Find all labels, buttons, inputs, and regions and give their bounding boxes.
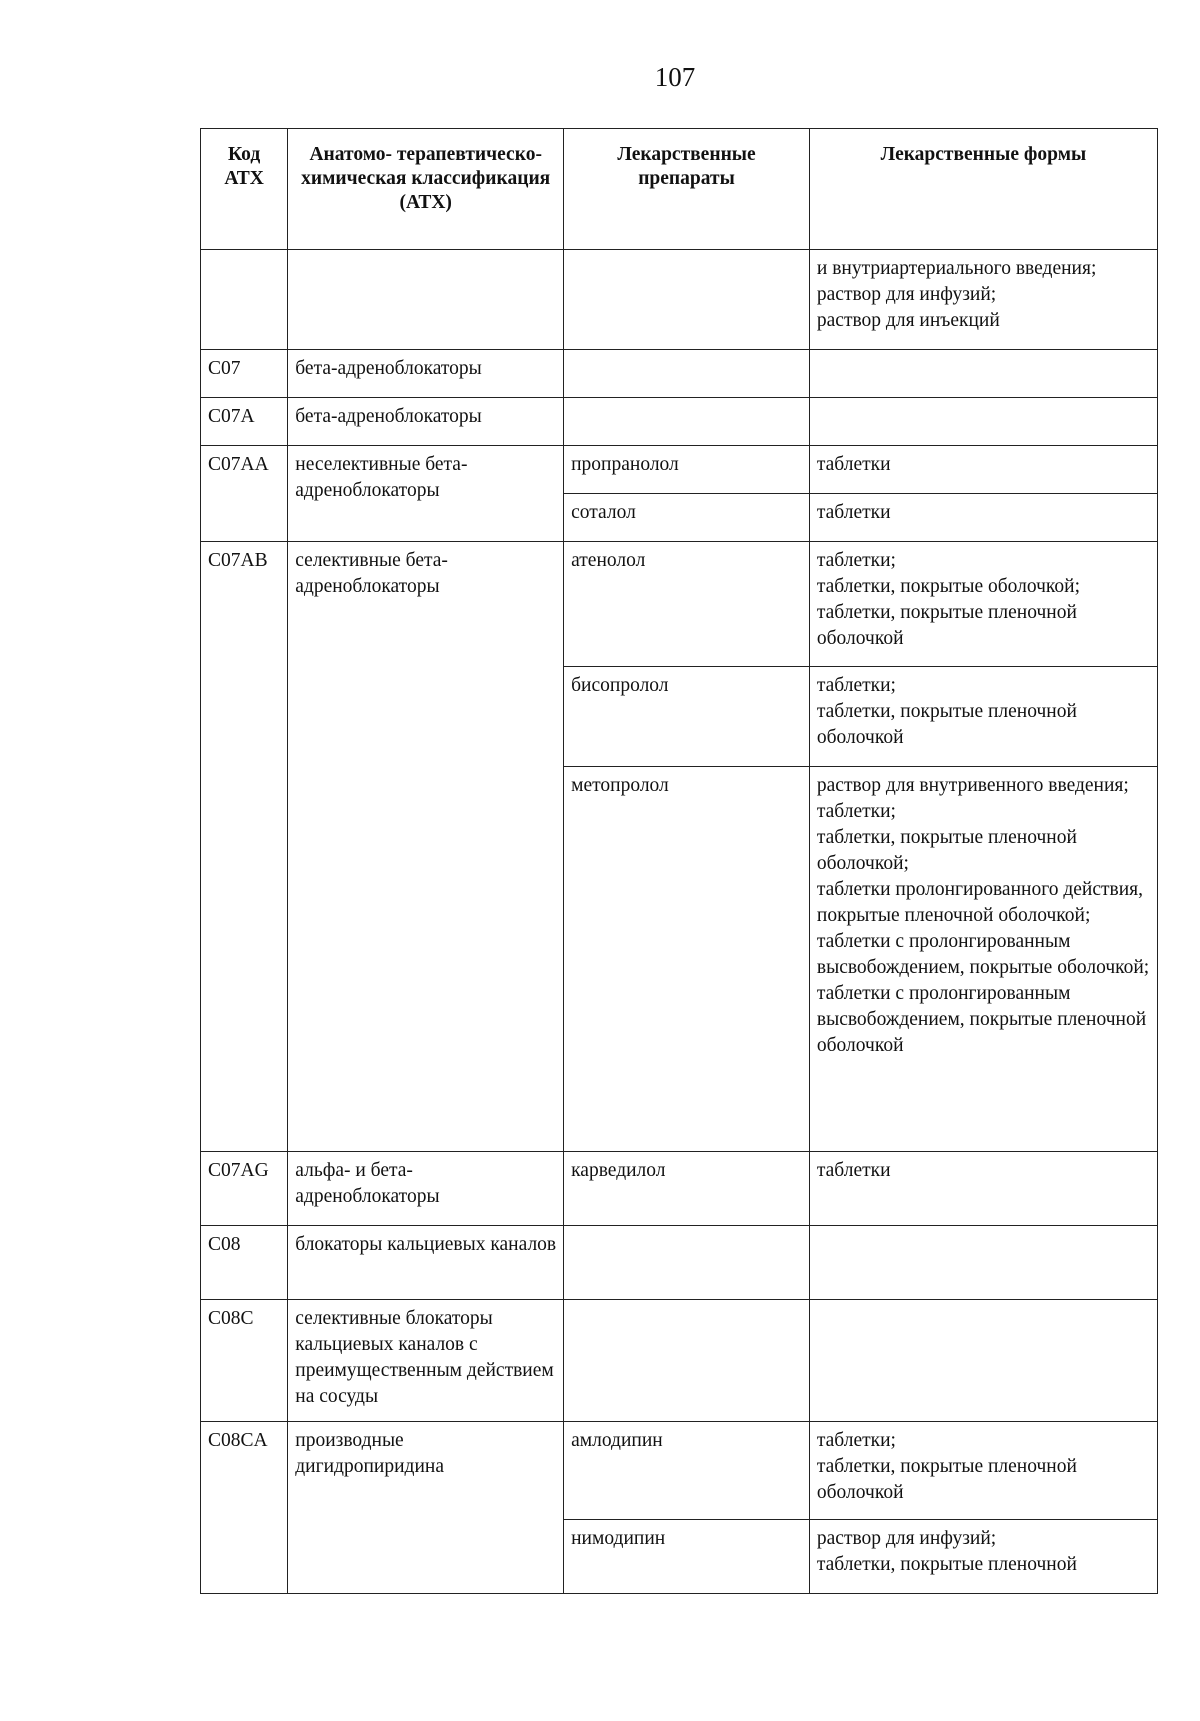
classification-cell: селективные бета-адреноблокаторы — [288, 542, 564, 1152]
drug-cell — [564, 398, 810, 446]
drug-cell — [564, 350, 810, 398]
table-row — [201, 1152, 1158, 1226]
drug-cell: амлодипин — [564, 1422, 810, 1520]
table-row — [201, 1422, 1158, 1520]
table-row — [201, 542, 1158, 667]
classification-cell: производные дигидропиридина — [288, 1422, 564, 1594]
code-cell — [201, 250, 288, 350]
table-row — [201, 1300, 1158, 1422]
forms-cell: таблетки; таблетки, покрытые оболочкой; таблетки, покрытые пленочной оболочкой — [809, 542, 1157, 667]
code-cell: C07AG — [201, 1152, 288, 1226]
atx-drug-table — [200, 128, 1158, 1594]
table-row — [201, 1226, 1158, 1300]
code-cell: C08CA — [201, 1422, 288, 1594]
table-row — [201, 446, 1158, 494]
table-row — [201, 398, 1158, 446]
classification-cell — [288, 250, 564, 350]
drug-cell: карведилол — [564, 1152, 810, 1226]
page-number: 107 — [654, 62, 696, 92]
drug-cell: бисопролол — [564, 667, 810, 767]
header-forms: Лекарственные формы — [809, 129, 1157, 250]
drug-cell: соталол — [564, 494, 810, 542]
forms-cell: таблетки — [809, 494, 1157, 542]
forms-cell — [809, 398, 1157, 446]
code-cell: C08C — [201, 1300, 288, 1422]
classification-cell: селективные блокаторы кальциевых каналов с преимущественным действием на сосуды — [288, 1300, 564, 1422]
drug-cell — [564, 250, 810, 350]
drug-cell: метопролол — [564, 767, 810, 1152]
forms-cell: раствор для внутривенного введения; таблетки; таблетки, покрытые пленочной оболочкой; таблетки пролонгированного действия, покрытые пленочной оболочкой; таблетки с пролонгированным высвобождением, покрытые оболочкой; таблетки с пролонгированным высвобождением, покрытые пленочной оболочкой — [809, 767, 1157, 1152]
classification-cell: бета-адреноблокаторы — [288, 350, 564, 398]
header-code: Код АТХ — [201, 129, 288, 250]
code-cell: C07AB — [201, 542, 288, 1152]
forms-cell — [809, 1226, 1157, 1300]
forms-cell: таблетки — [809, 446, 1157, 494]
code-cell: C07AA — [201, 446, 288, 542]
drug-cell — [564, 1226, 810, 1300]
drug-cell: атенолол — [564, 542, 810, 667]
code-cell: C07 — [201, 350, 288, 398]
drug-cell: нимодипин — [564, 1520, 810, 1594]
forms-cell — [809, 1300, 1157, 1422]
forms-cell: таблетки; таблетки, покрытые пленочной оболочкой — [809, 1422, 1157, 1520]
classification-cell: блокаторы кальциевых каналов — [288, 1226, 564, 1300]
code-cell: C08 — [201, 1226, 288, 1300]
classification-cell: неселективные бета-адреноблокаторы — [288, 446, 564, 542]
header-drugs: Лекарственные препараты — [564, 129, 810, 250]
table-row — [201, 250, 1158, 350]
forms-cell: таблетки; таблетки, покрытые пленочной оболочкой — [809, 667, 1157, 767]
forms-cell: таблетки — [809, 1152, 1157, 1226]
table-row — [201, 350, 1158, 398]
forms-cell: раствор для инфузий; таблетки, покрытые пленочной — [809, 1520, 1157, 1594]
code-cell: C07A — [201, 398, 288, 446]
classification-cell: бета-адреноблокаторы — [288, 398, 564, 446]
forms-cell — [809, 350, 1157, 398]
header-classification: Анатомо- терапевтическо- химическая классификация (АТХ) — [288, 129, 564, 250]
drug-cell: пропранолол — [564, 446, 810, 494]
classification-cell: альфа- и бета-адреноблокаторы — [288, 1152, 564, 1226]
drug-cell — [564, 1300, 810, 1422]
table-header-row — [201, 129, 1158, 250]
forms-cell: и внутриартериального введения; раствор для инфузий; раствор для инъекций — [809, 250, 1157, 350]
